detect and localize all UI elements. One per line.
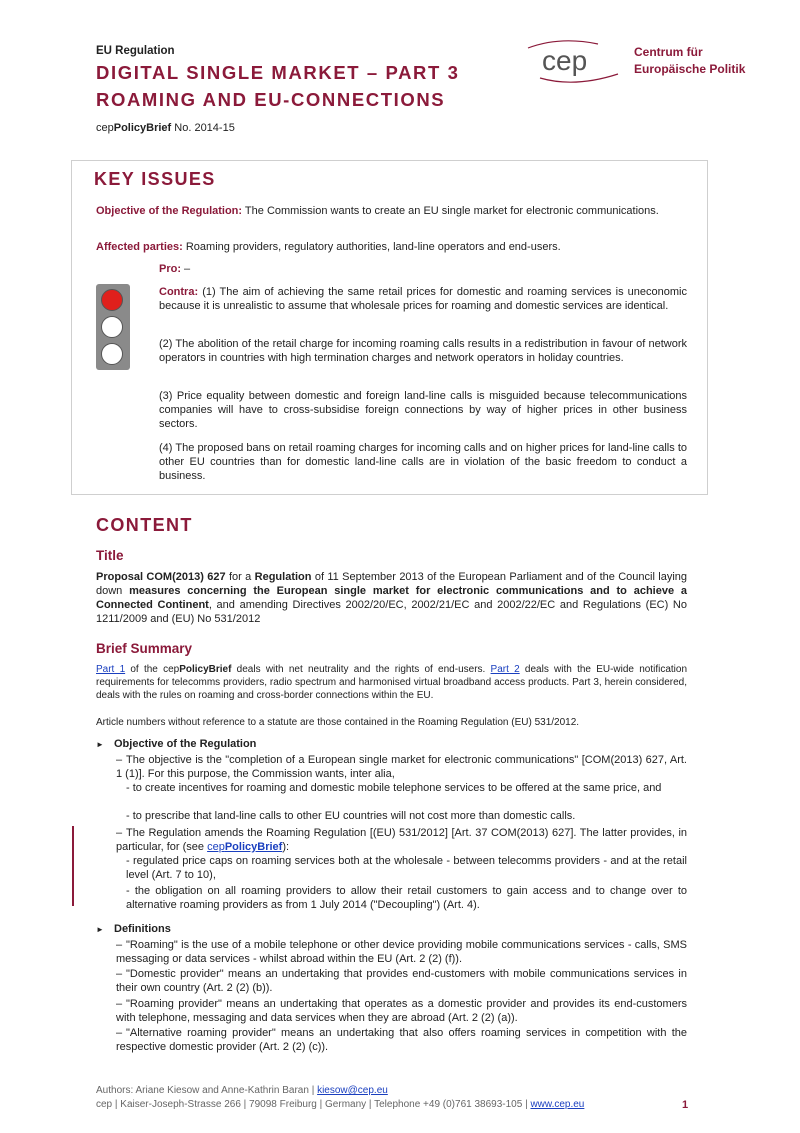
cep-logo-icon	[520, 34, 630, 94]
objective-sub-4: - the obligation on all roaming providers to allow their retail customers to gain access and to change over to alternative roaming providers as from 1 July 2014 ("Decoupling") (Art. 4).	[126, 885, 687, 911]
logo-wordmark: cep	[542, 45, 588, 76]
author-email-link[interactable]: kiesow@cep.eu	[317, 1085, 388, 1096]
brief-summary-subheading: Brief Summary	[96, 641, 193, 656]
objective-sub-1: - to create incentives for roaming and domestic mobile telephone services to be offered at the same price, and	[126, 782, 662, 794]
objective-dash-2: – The Regulation amends the Roaming Regulation [(EU) 531/2012] [Art. 37 COM(2013) 627]. The latter provides, in particular, for (see cepPolicyBrief):	[116, 827, 687, 853]
objective-paragraph: Objective of the Regulation: The Commission wants to create an EU single market for electronic communications.	[96, 205, 659, 217]
definition-2: – "Domestic provider" means an undertaking that provides end-customers with mobile communications services in their own country (Art. 2 (2) (b)).	[116, 968, 687, 994]
contra-point-3: (3) Price equality between domestic and foreign land-line calls is misguided because telecommunications companies will have to cross-subsidise foreign connections by way of higher prices in other business sectors.	[159, 390, 687, 430]
objective-dash-1: – The objective is the "completion of a European single market for electronic communications" [COM(2013) 627, Art. 1 (1)]. For this purpose, the Commission wants, inter alia,	[116, 754, 687, 780]
part-1-link[interactable]: Part 1	[96, 664, 126, 675]
document-title-line2: ROAMING AND EU-CONNECTIONS	[96, 89, 446, 110]
bullet-arrow-icon: ►	[96, 925, 104, 934]
definition-1: – "Roaming" is the use of a mobile telephone or other device providing mobile communications services - calls, SMS messaging or data services - whilst abroad within the EU (Art. 2 (2) (f)).	[116, 939, 687, 965]
website-link[interactable]: www.cep.eu	[530, 1099, 585, 1110]
footer-authors: Authors: Ariane Kiesow and Anne-Kathrin Baran | kiesow@cep.eu	[96, 1085, 388, 1096]
contra-point-1: Contra: (1) The aim of achieving the same retail prices for domestic and roaming services is uneconomic because it is unrealistic to assume that wholesale prices for roaming and domestic services are identical.	[159, 286, 687, 312]
brief-number: cepPolicyBrief No. 2014-15	[96, 122, 235, 134]
footer-address: cep | Kaiser-Joseph-Strasse 266 | 79098 Freiburg | Germany | Telephone +49 (0)761 38693-105 | www.cep.eu	[96, 1099, 585, 1110]
objective-sub-2: - to prescribe that land-line calls to other EU countries will not cost more than domestic calls.	[126, 810, 576, 822]
traffic-light-green-lamp	[101, 343, 123, 365]
summary-paragraph: Part 1 of the cepPolicyBrief deals with net neutrality and the rights of end-users. Part 2 deals with the EU-wide notification requirements for telecomms providers, radio spectrum and harmonised virtual broadband access products. Part 3, herein considered, deals with the rules on roaming and cross-border connections within the EU.	[96, 664, 688, 701]
bullet-arrow-icon: ►	[96, 740, 104, 749]
change-marker	[72, 826, 74, 906]
definition-4: – "Alternative roaming provider" means an undertaking that also offers roaming services in competition with the respective domestic provider (Art. 2 (2) (c)).	[116, 1027, 687, 1053]
document-kicker: EU Regulation	[96, 45, 175, 57]
title-subheading: Title	[96, 548, 124, 563]
title-paragraph: Proposal COM(2013) 627 for a Regulation of 11 September 2013 of the European Parliament and of the Council laying down measures concerning the European single market for electronic communications and to achieve a Connected Continent, and amending Directives 2002/20/EC, 2002/21/EC and 2002/22/EC and Regulations (EC) No 1211/2009 and (EU) No 531/2012	[96, 571, 688, 625]
affected-paragraph: Affected parties: Roaming providers, regulatory authorities, land-line operators and end-users.	[96, 241, 561, 253]
pro-paragraph: Pro: –	[159, 263, 191, 275]
definitions-bullet-heading: ► Definitions	[96, 923, 171, 935]
article-note: Article numbers without reference to a statute are those contained in the Roaming Regulation (EU) 531/2012.	[96, 717, 580, 728]
contra-point-4: (4) The proposed bans on retail roaming charges for incoming calls and on higher prices for land-line calls to other EU countries than for domestic land-line calls are in violation of the basic freedom to conduct a business.	[159, 442, 687, 482]
part-2-link[interactable]: Part 2	[490, 664, 520, 675]
content-heading: CONTENT	[96, 515, 193, 535]
page-number: 1	[682, 1099, 689, 1111]
traffic-light-amber-lamp	[101, 316, 123, 338]
logo-caption: Centrum für Europäische Politik	[634, 45, 746, 76]
cep-policybrief-link[interactable]: cepPolicyBrief	[207, 841, 283, 853]
objective-sub-3: - regulated price caps on roaming services both at the wholesale - between telecomms providers - and at the retail level (Art. 7 to 10),	[126, 855, 687, 881]
definition-3: – "Roaming provider" means an undertaking that operates as a domestic provider and provides its end-customers with telephone, messaging and data services when they are abroad (Art. 2 (2) (a)).	[116, 998, 687, 1024]
document-title-line1: DIGITAL SINGLE MARKET – PART 3	[96, 62, 460, 83]
traffic-light-icon	[96, 284, 130, 370]
traffic-light-red-lamp	[101, 289, 123, 311]
contra-point-2: (2) The abolition of the retail charge for incoming roaming calls results in a redistribution in favour of network operators in countries with high termination charges and network operators in holiday countries.	[159, 338, 687, 364]
objective-bullet-heading: ► Objective of the Regulation	[96, 738, 257, 750]
key-issues-heading: KEY ISSUES	[94, 169, 216, 189]
